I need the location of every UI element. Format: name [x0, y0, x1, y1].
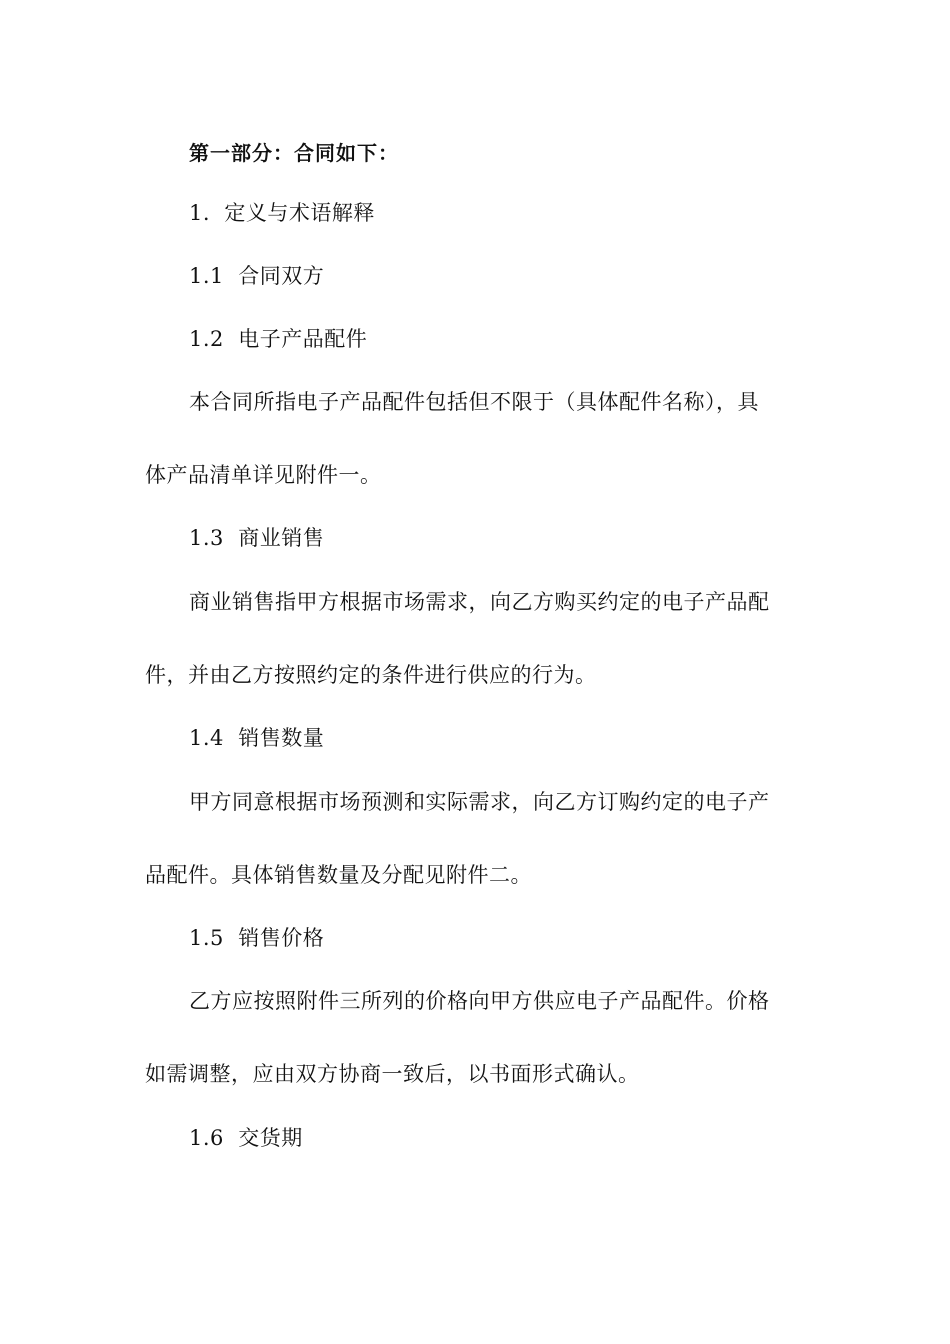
- paragraph-1-2-line-1: 本合同所指电子产品配件包括但不限于（具体配件名称），具: [189, 390, 759, 414]
- paragraph-1-2-line-2: 体产品清单详见附件一。: [145, 463, 382, 487]
- paragraph-1-4-line-2: 品配件。具体销售数量及分配见附件二。: [145, 863, 532, 887]
- paragraph-1-5-line-2: 如需调整，应由双方协商一致后，以书面形式确认。: [145, 1062, 640, 1086]
- section-title: 合同双方: [238, 264, 325, 288]
- section-heading-1-5: [189, 924, 324, 952]
- section-title: 销售价格: [238, 926, 325, 950]
- paragraph-1-3-line-2: 件，并由乙方按照约定的条件进行供应的行为。: [145, 663, 597, 687]
- section-number: 1.4: [189, 726, 224, 750]
- section-title: 定义与术语解释: [224, 201, 375, 225]
- section-title: 销售数量: [238, 726, 325, 750]
- section-title: 商业销售: [238, 526, 325, 550]
- section-heading-1-2: [189, 325, 367, 353]
- section-number: 1.5: [189, 926, 224, 950]
- section-number: 1.6: [189, 1126, 224, 1150]
- section-title: 电子产品配件: [238, 327, 368, 351]
- section-heading-1-1: [189, 262, 324, 290]
- section-title: 交货期: [238, 1126, 303, 1150]
- part-heading: 第一部分：合同如下：: [189, 141, 399, 165]
- section-heading-1-3: [189, 524, 324, 552]
- paragraph-1-3-line-1: 商业销售指甲方根据市场需求，向乙方购买约定的电子产品配: [189, 590, 770, 614]
- section-number: 1.3: [189, 526, 224, 550]
- section-heading-1: [189, 199, 375, 227]
- section-heading-1-6: [189, 1124, 303, 1152]
- section-heading-1-4: [189, 724, 324, 752]
- section-number: 1.1: [189, 264, 224, 288]
- paragraph-1-4-line-1: 甲方同意根据市场预测和实际需求，向乙方订购约定的电子产: [189, 790, 770, 814]
- section-number: 1.: [189, 201, 211, 225]
- paragraph-1-5-line-1: 乙方应按照附件三所列的价格向甲方供应电子产品配件。价格: [189, 989, 770, 1013]
- section-number: 1.2: [189, 327, 224, 351]
